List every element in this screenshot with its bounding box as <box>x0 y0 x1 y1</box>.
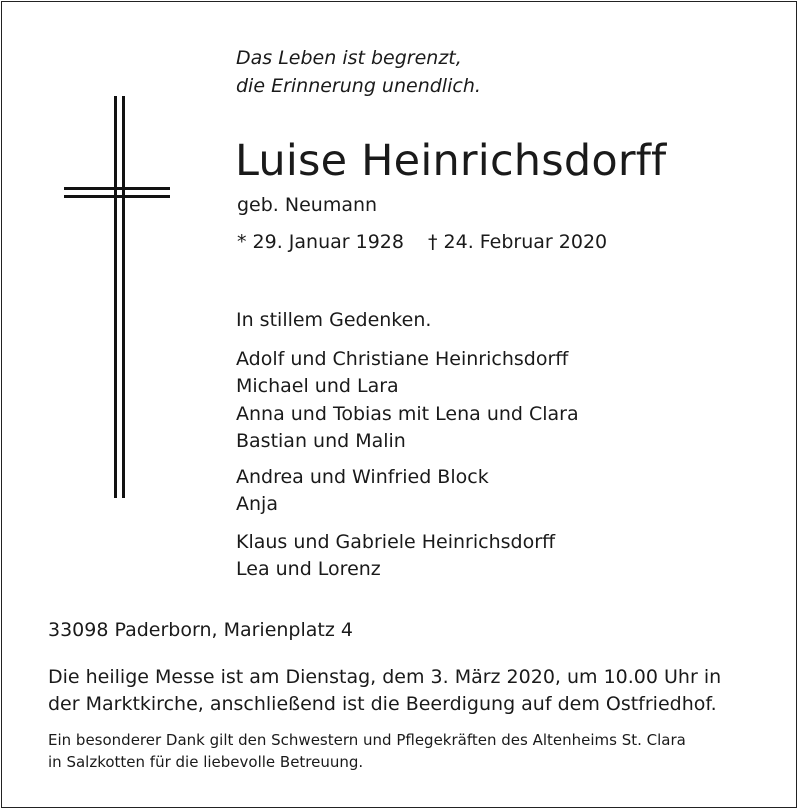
mourner-line: Andrea und Winfried Block <box>236 466 489 488</box>
motto-line: die Erinnerung unendlich. <box>236 75 481 97</box>
mourner-line: Anja <box>236 493 278 515</box>
birth-date: * 29. Januar 1928 <box>237 231 404 253</box>
service-line: der Marktkirche, anschließend ist die Beerdigung auf dem Ostfriedhof. <box>48 693 717 715</box>
death-date: † 24. Februar 2020 <box>428 231 608 253</box>
motto-line: Das Leben ist begrenzt, <box>236 47 462 69</box>
thanks-line: in Salzkotten für die liebevolle Betreuung. <box>48 753 364 771</box>
mourner-line: Bastian und Malin <box>236 430 406 452</box>
latin-cross-icon <box>64 96 174 500</box>
thanks-line: Ein besonderer Dank gilt den Schwestern und Pflegekräften des Altenheims St. Clara <box>48 731 686 749</box>
mourner-line: Adolf und Christiane Heinrichsdorff <box>236 348 569 370</box>
remembrance-line: In stillem Gedenken. <box>236 309 432 331</box>
mourner-line: Lea und Lorenz <box>236 558 381 580</box>
mourner-line: Anna und Tobias mit Lena und Clara <box>236 403 579 425</box>
service-line: Die heilige Messe ist am Dienstag, dem 3. März 2020, um 10.00 Uhr in <box>48 666 722 688</box>
address-line: 33098 Paderborn, Marienplatz 4 <box>48 619 353 641</box>
mourner-line: Klaus und Gabriele Heinrichsdorff <box>236 531 556 553</box>
motto-text <box>236 44 481 100</box>
mourner-line: Michael und Lara <box>236 375 399 397</box>
deceased-name: Luise Heinrichsdorff <box>235 136 667 186</box>
birth-name: geb. Neumann <box>237 194 378 216</box>
